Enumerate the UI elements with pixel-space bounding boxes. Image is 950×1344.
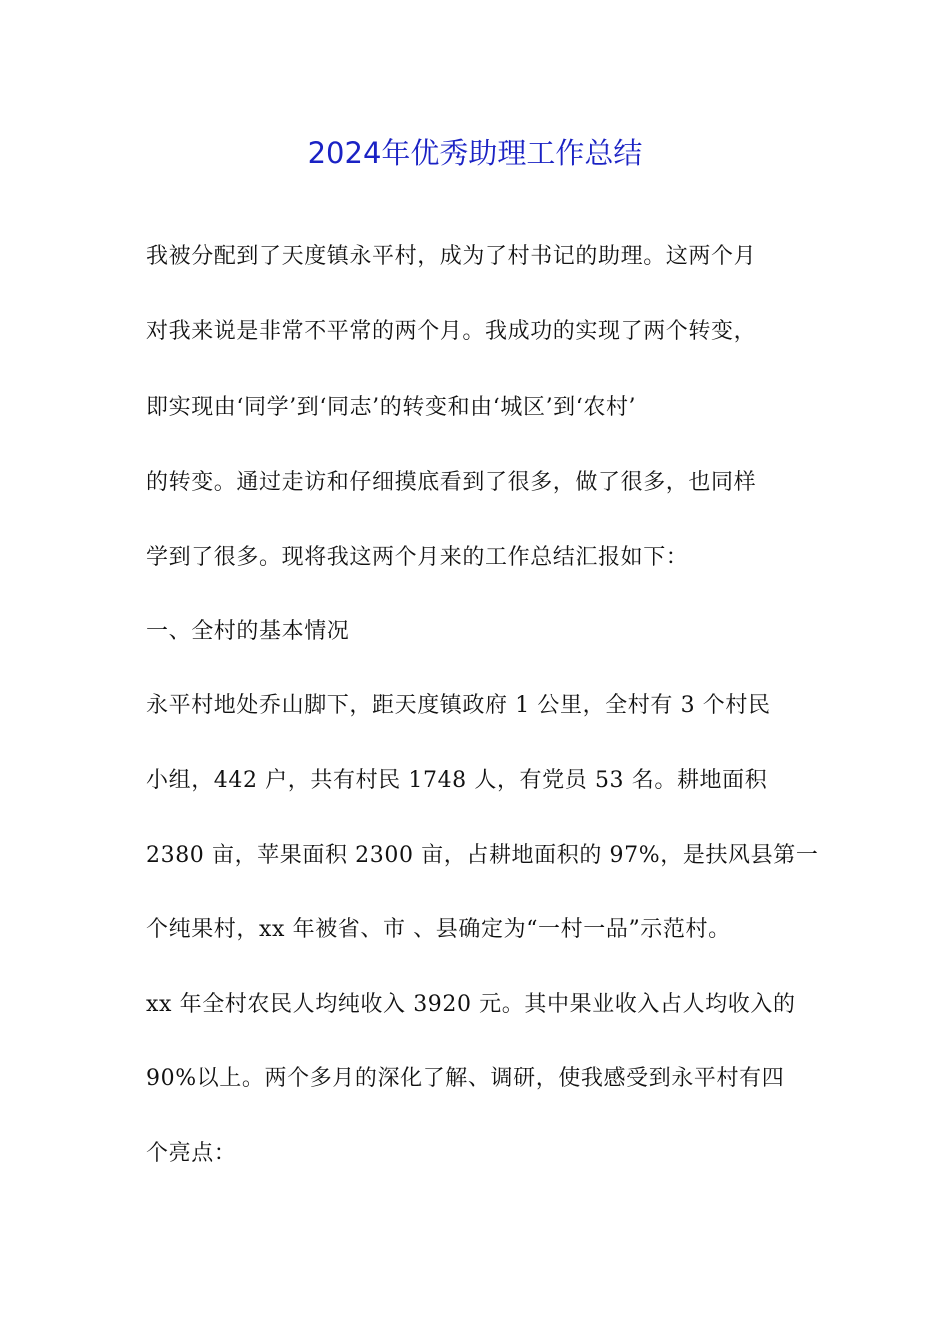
paragraph-line: 永平村地处乔山脚下，距天度镇政府 1 公里，全村有 3 个村民 xyxy=(146,693,771,718)
paragraph-line: 90%以上。两个多月的深化了解、调研，使我感受到永平村有四 xyxy=(146,1066,785,1091)
paragraph-line: 小组，442 户，共有村民 1748 人，有党员 53 名。耕地面积 xyxy=(146,768,768,793)
paragraph-line: xx 年全村农民人均纯收入 3920 元。其中果业收入占人均收入的 xyxy=(146,992,796,1017)
paragraph-line: 个亮点： xyxy=(146,1141,237,1166)
document-title: 2024年优秀助理工作总结 xyxy=(307,136,643,170)
paragraph-line: 2380 亩，苹果面积 2300 亩，占耕地面积的 97%，是扶风县第一 xyxy=(146,843,819,868)
section-heading: 一、全村的基本情况 xyxy=(146,619,350,644)
paragraph-line: 即实现由‘同学’到‘同志’的转变和由‘城区’到‘农村’ xyxy=(146,395,637,420)
paragraph-line: 学到了很多。现将我这两个月来的工作总结汇报如下： xyxy=(146,545,689,570)
paragraph-line: 对我来说是非常不平常的两个月。我成功的实现了两个转变， xyxy=(146,319,757,344)
paragraph-line: 个纯果村，xx 年被省、市 、县确定为“一村一品”示范村。 xyxy=(146,917,731,942)
paragraph-line: 我被分配到了天度镇永平村，成为了村书记的助理。这两个月 xyxy=(146,244,757,269)
paragraph-line: 的转变。通过走访和仔细摸底看到了很多，做了很多，也同样 xyxy=(146,470,757,495)
